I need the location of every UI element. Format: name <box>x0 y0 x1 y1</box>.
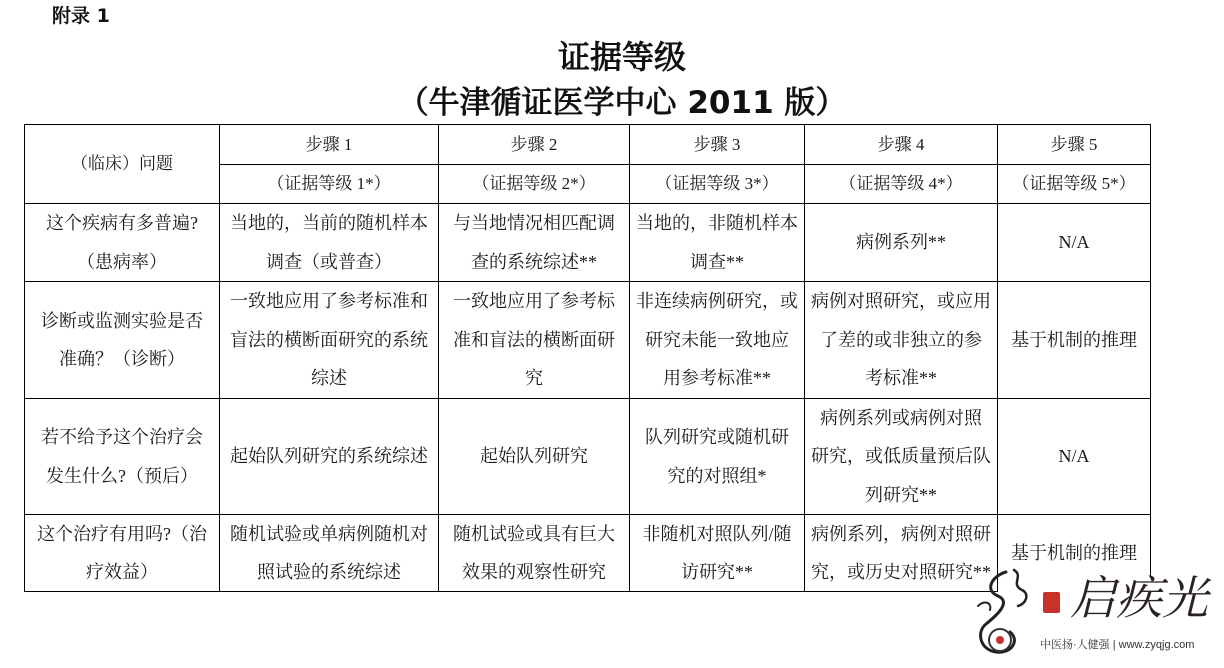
column-header-step-5: 步骤 5 <box>998 125 1151 165</box>
table-cell: 起始队列研究的系统综述 <box>220 399 439 515</box>
table-cell: 基于机制的推理 <box>998 515 1151 592</box>
page-subtitle: （牛津循证医学中心 2011 版） <box>397 85 847 121</box>
column-header-step-4: 步骤 4 <box>805 125 998 165</box>
column-header-step-1: 步骤 1 <box>220 125 439 165</box>
table-cell: 非连续病例研究，或 研究未能一致地应 用参考标准** <box>630 282 805 399</box>
table-cell: 病例系列，病例对照研 究，或历史对照研究** <box>805 515 998 592</box>
table-cell: 队列研究或随机研 究的对照组* <box>630 399 805 515</box>
column-subheader-level-5: （证据等级 5*） <box>998 165 1151 204</box>
watermark-brand: 启疾光 <box>1070 571 1208 625</box>
row-question: 这个疾病有多普遍? （患病率） <box>25 204 220 282</box>
table-cell: 病例对照研究，或应用 了差的或非独立的参 考标准** <box>805 282 998 399</box>
table-cell: 当地的，非随机样本 调查** <box>630 204 805 282</box>
row-question: 诊断或监测实验是否 准确？（诊断） <box>25 282 220 399</box>
table-cell: N/A <box>998 399 1151 515</box>
watermark-tagline: 中医扬·人健强 | www.zyqjg.com <box>1040 639 1195 651</box>
row-question: 若不给予这个治疗会 发生什么?（预后） <box>25 399 220 515</box>
table-cell: 基于机制的推理 <box>998 282 1151 399</box>
page-title: 证据等级 <box>557 38 686 76</box>
column-subheader-level-4: （证据等级 4*） <box>805 165 998 204</box>
table-cell: 病例系列** <box>805 204 998 282</box>
row-question: 这个治疗有用吗?（治 疗效益） <box>25 515 220 592</box>
table-cell: 起始队列研究 <box>439 399 630 515</box>
seal-icon <box>1043 592 1060 613</box>
column-header-step-2: 步骤 2 <box>439 125 630 165</box>
table-cell: N/A <box>998 204 1151 282</box>
appendix-label: 附录 1 <box>52 5 110 27</box>
table-cell: 随机试验或具有巨大 效果的观察性研究 <box>439 515 630 592</box>
table-cell: 病例系列或病例对照 研究，或低质量预后队 列研究** <box>805 399 998 515</box>
table-cell: 与当地情况相匹配调 查的系统综述** <box>439 204 630 282</box>
column-header-step-3: 步骤 3 <box>630 125 805 165</box>
column-header-question: （临床）问题 <box>25 125 220 204</box>
evidence-levels-table <box>24 124 1151 592</box>
table-cell: 当地的，当前的随机样本 调查（或普查） <box>220 204 439 282</box>
column-subheader-level-1: （证据等级 1*） <box>220 165 439 204</box>
table-cell: 一致地应用了参考标准和 盲法的横断面研究的系统 综述 <box>220 282 439 399</box>
table-cell: 一致地应用了参考标 准和盲法的横断面研 究 <box>439 282 630 399</box>
calligraphy-mark-icon <box>970 566 1048 663</box>
column-subheader-level-3: （证据等级 3*） <box>630 165 805 204</box>
table-cell: 非随机对照队列/随 访研究** <box>630 515 805 592</box>
table-cell: 随机试验或单病例随机对 照试验的系统综述 <box>220 515 439 592</box>
column-subheader-level-2: （证据等级 2*） <box>439 165 630 204</box>
